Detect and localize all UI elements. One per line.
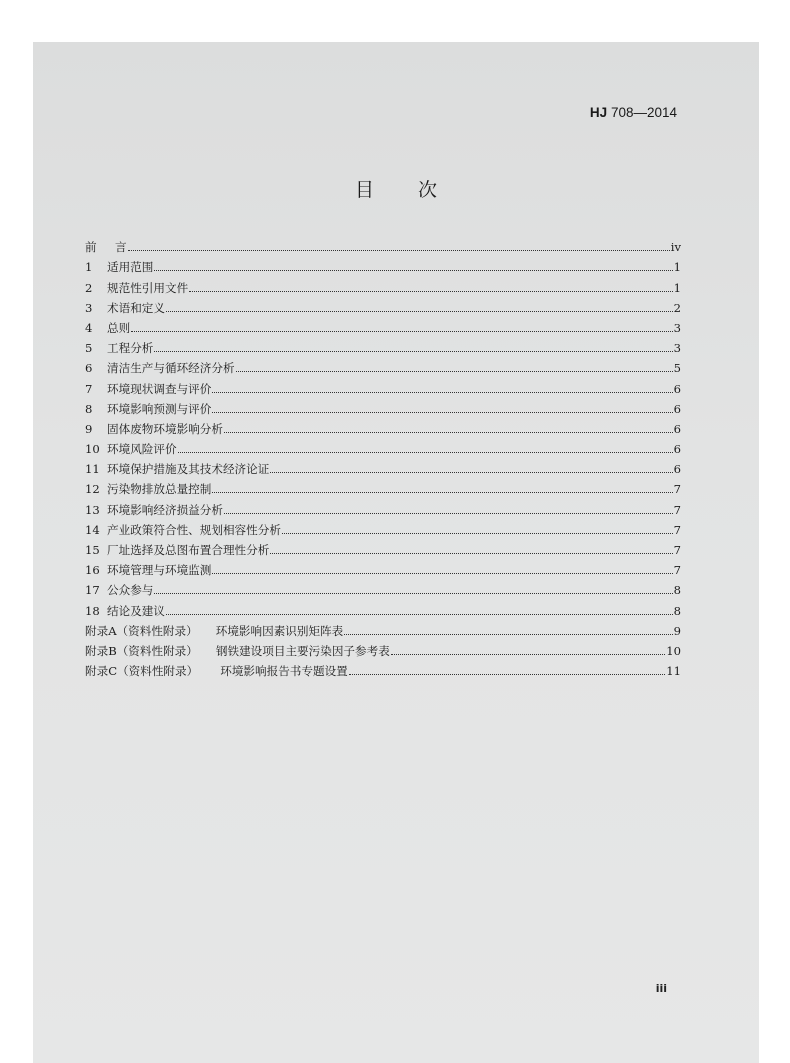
toc-entry-label: 环境影响经济损益分析 bbox=[107, 502, 223, 517]
toc-entry[interactable] bbox=[85, 577, 681, 597]
toc-entry-page: 1 bbox=[673, 280, 681, 295]
toc-entry-label: 规范性引用文件 bbox=[107, 280, 189, 295]
toc-entry[interactable] bbox=[85, 234, 681, 254]
dot-leader bbox=[282, 532, 673, 534]
toc-entry[interactable] bbox=[85, 597, 681, 617]
dot-leader bbox=[178, 451, 673, 453]
toc-entry-label: 结论及建议 bbox=[107, 603, 165, 618]
toc-entry-page: 7 bbox=[673, 482, 681, 497]
toc-appendix-label: 环境影响因素识别矩阵表 bbox=[215, 623, 344, 638]
toc-entry-page: 3 bbox=[673, 320, 681, 335]
toc-entry-label: 环境管理与环境监测 bbox=[107, 563, 212, 578]
toc-entry-number: 6 bbox=[85, 361, 93, 376]
toc-entry[interactable] bbox=[85, 557, 681, 577]
toc-entry-page: 7 bbox=[673, 502, 681, 517]
dot-leader bbox=[212, 411, 672, 413]
dot-leader bbox=[270, 552, 672, 554]
toc-entry-number: 11 bbox=[85, 462, 100, 477]
toc-entry-label: 术语和定义 bbox=[107, 300, 165, 315]
toc-entry-label: 言 bbox=[115, 240, 127, 255]
dot-leader bbox=[212, 391, 672, 393]
toc-entry[interactable] bbox=[85, 476, 681, 496]
toc-entry-number: 12 bbox=[85, 482, 100, 497]
toc-entry-number: 10 bbox=[85, 442, 100, 457]
toc-entry-label: 公众参与 bbox=[107, 583, 154, 598]
toc-entry[interactable] bbox=[85, 335, 681, 355]
standard-code bbox=[590, 105, 677, 120]
toc-entry-page: 6 bbox=[673, 381, 681, 396]
toc-entry-page: 7 bbox=[673, 543, 681, 557]
dot-leader bbox=[224, 512, 673, 514]
toc-entry-label: 清洁生产与循环经济分析 bbox=[107, 361, 235, 376]
standard-code-number: 708—2014 bbox=[607, 105, 677, 120]
toc-appendix-entry[interactable] bbox=[85, 638, 681, 658]
toc-appendix-entry[interactable] bbox=[85, 658, 681, 678]
toc-entry-label: 总则 bbox=[107, 320, 131, 335]
toc-entry[interactable] bbox=[85, 295, 681, 315]
toc-entry[interactable] bbox=[85, 456, 681, 476]
toc-entry-label: 产业政策符合性、规划相容性分析 bbox=[107, 522, 281, 537]
standard-code-prefix: HJ bbox=[589, 105, 608, 120]
toc-entry[interactable] bbox=[85, 396, 681, 416]
toc-entry-page: 6 bbox=[673, 462, 681, 477]
toc-entry-page: 8 bbox=[673, 603, 681, 618]
toc-appendix-label: 钢铁建设项目主要污染因子参考表 bbox=[215, 643, 390, 658]
toc-entry-number: 5 bbox=[85, 341, 93, 356]
toc-appendix-prefix: 附录C（资料性附录） bbox=[85, 664, 199, 679]
toc-entry-number: 16 bbox=[85, 563, 100, 578]
dot-leader bbox=[154, 350, 672, 352]
toc-appendix-page: 11 bbox=[666, 664, 681, 679]
toc-appendix-entry[interactable] bbox=[85, 618, 681, 638]
toc-entry-number: 9 bbox=[85, 421, 93, 436]
toc-entry-page: 1 bbox=[673, 260, 681, 275]
dot-leader bbox=[270, 471, 672, 473]
toc-entry[interactable] bbox=[85, 517, 681, 537]
toc-entry-label: 环境风险评价 bbox=[107, 442, 177, 457]
toc-entry-label: 环境现状调查与评价 bbox=[107, 381, 212, 396]
dot-leader bbox=[128, 249, 670, 251]
toc-entry[interactable] bbox=[85, 315, 681, 335]
toc-entry-label: 环境影响预测与评价 bbox=[107, 401, 212, 416]
toc-entry-page: 8 bbox=[673, 583, 681, 598]
toc-entry-page: 7 bbox=[673, 522, 681, 537]
dot-leader bbox=[349, 673, 665, 675]
toc-entry-label: 工程分析 bbox=[107, 341, 154, 356]
page-title: 目次 bbox=[354, 179, 481, 201]
toc-appendix-prefix: 附录A（资料性附录） bbox=[85, 623, 198, 638]
table-of-contents bbox=[85, 234, 681, 678]
toc-entry-label: 污染物排放总量控制 bbox=[107, 482, 212, 497]
toc-entry-number: 前 bbox=[85, 240, 97, 255]
toc-appendix-prefix: 附录B（资料性附录） bbox=[85, 643, 198, 658]
toc-entry[interactable] bbox=[85, 254, 681, 274]
dot-leader bbox=[189, 290, 672, 292]
dot-leader bbox=[344, 633, 672, 635]
toc-entry-number: 18 bbox=[85, 603, 100, 618]
toc-entry-page: iv bbox=[670, 240, 681, 255]
toc-entry-page: 5 bbox=[673, 361, 681, 376]
toc-entry-number: 8 bbox=[85, 401, 93, 416]
toc-entry[interactable] bbox=[85, 355, 681, 375]
dot-leader bbox=[154, 592, 672, 594]
toc-appendix-page: 10 bbox=[666, 643, 681, 658]
toc-entry-number: 3 bbox=[85, 300, 93, 315]
toc-entry-page: 7 bbox=[673, 563, 681, 578]
toc-entry-number: 13 bbox=[85, 502, 100, 517]
dot-leader bbox=[154, 269, 672, 271]
toc-entry-page: 6 bbox=[673, 442, 681, 457]
toc-entry-page: 6 bbox=[673, 421, 681, 436]
toc-entry-label: 适用范围 bbox=[107, 260, 154, 275]
toc-entry-number: 17 bbox=[85, 583, 100, 598]
dot-leader bbox=[391, 653, 665, 655]
toc-entry-label: 厂址选择及总图布置合理性分析 bbox=[107, 543, 270, 557]
toc-appendix-page: 9 bbox=[673, 623, 681, 638]
toc-entry[interactable] bbox=[85, 436, 681, 456]
toc-entry-number: 4 bbox=[85, 320, 93, 335]
toc-entry-number: 2 bbox=[85, 280, 93, 295]
toc-entry-label: 固体废物环境影响分析 bbox=[107, 421, 223, 436]
toc-entry-label: 环境保护措施及其技术经济论证 bbox=[107, 462, 270, 477]
dot-leader bbox=[236, 370, 673, 372]
dot-leader bbox=[166, 310, 673, 312]
toc-appendix-label: 环境影响报告书专题设置 bbox=[220, 664, 348, 679]
toc-entry[interactable] bbox=[85, 496, 681, 516]
toc-entry-page: 2 bbox=[673, 300, 681, 315]
toc-entry-number: 15 bbox=[85, 543, 100, 557]
dot-leader bbox=[131, 330, 672, 332]
toc-entry[interactable] bbox=[85, 375, 681, 395]
dot-leader bbox=[166, 613, 673, 615]
toc-entry[interactable] bbox=[85, 537, 681, 557]
toc-entry-page: 6 bbox=[673, 401, 681, 416]
page-number: iii bbox=[655, 982, 667, 995]
toc-entry[interactable] bbox=[85, 274, 681, 294]
dot-leader bbox=[212, 572, 672, 574]
dot-leader bbox=[212, 491, 672, 493]
dot-leader bbox=[224, 431, 673, 433]
document-page bbox=[33, 42, 759, 1063]
toc-entry-number: 1 bbox=[85, 260, 93, 275]
toc-entry-number: 14 bbox=[85, 522, 100, 537]
toc-entry-page: 3 bbox=[673, 341, 681, 356]
toc-entry-number: 7 bbox=[85, 381, 93, 396]
toc-entry[interactable] bbox=[85, 416, 681, 436]
